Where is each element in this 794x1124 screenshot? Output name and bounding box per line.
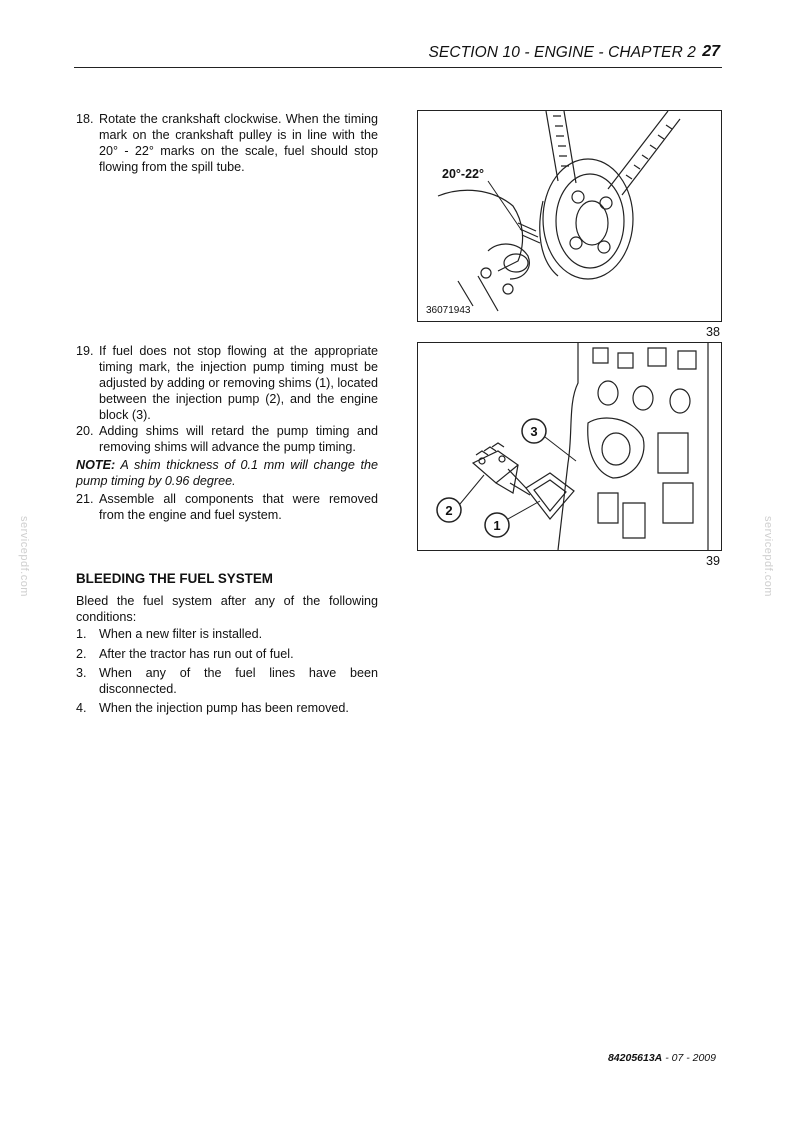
note-text: A shim thickness of 0.1 mm will change the pump timing by 0.96 degree.	[76, 458, 378, 488]
callout-shims: 1	[493, 518, 501, 533]
step-21	[76, 491, 378, 523]
timing-callout: 20°-22°	[442, 167, 484, 181]
step-20	[76, 423, 378, 455]
condition-text: After the tractor has run out of fuel.	[99, 647, 294, 661]
section-title: SECTION 10 - ENGINE - CHAPTER 2	[428, 44, 696, 61]
condition-2	[76, 646, 378, 662]
crankshaft-pulley-illustration	[418, 111, 721, 321]
section-heading: BLEEDING THE FUEL SYSTEM	[76, 571, 273, 586]
condition-text: When the injection pump has been removed.	[99, 701, 349, 715]
injection-pump-illustration	[418, 343, 721, 550]
note-label: NOTE:	[76, 458, 116, 472]
step-text: Adding shims will retard the pump timing and removing shims will advance the pump timing.	[99, 424, 378, 454]
step-19	[76, 343, 378, 423]
publication-date: - 07 - 2009	[665, 1052, 716, 1064]
header-divider	[74, 67, 722, 68]
callout-injection-pump: 2	[445, 503, 453, 518]
document-number: 84205613A	[607, 1052, 663, 1064]
step-text: If fuel does not stop flowing at the appropriate timing mark, the injection pump timing must be adjusted by adding or removing shims (1), located between the injection pump (2), and the engine block (3).	[99, 344, 378, 422]
step-number: 18.	[76, 112, 94, 126]
step-text: Rotate the crankshaft clockwise. When the timing mark on the crankshaft pulley is in line with the 20° - 22° marks on the scale, fuel should stop flowing from the spill tube.	[99, 112, 378, 174]
footer	[400, 1052, 716, 1064]
figure-39-injection-pump	[417, 342, 722, 551]
condition-text: When any of the fuel lines have been disconnected.	[99, 666, 378, 696]
step-18	[76, 111, 378, 175]
bleeding-intro: Bleed the fuel system after any of the following conditions:	[76, 594, 378, 624]
condition-number: 3.	[76, 666, 87, 680]
figure-number-39: 39	[705, 554, 720, 568]
figure-number-38: 38	[705, 325, 720, 339]
page-number: 27	[702, 43, 720, 60]
step-number: 20.	[76, 424, 94, 438]
step-number: 21.	[76, 492, 94, 506]
callout-engine-block: 3	[530, 424, 538, 439]
condition-4	[76, 700, 378, 716]
watermark-left: servicepdf.com	[18, 516, 30, 597]
note	[76, 457, 378, 489]
condition-3	[76, 665, 378, 697]
figure-38-crankshaft-pulley	[417, 110, 722, 322]
condition-number: 2.	[76, 647, 87, 661]
condition-text: When a new filter is installed.	[99, 627, 263, 641]
figure-image-id: 36071943	[426, 305, 471, 316]
condition-number: 1.	[76, 627, 87, 641]
watermark-right: servicepdf.com	[762, 516, 774, 597]
step-number: 19.	[76, 344, 94, 358]
step-text: Assemble all components that were removed from the engine and fuel system.	[99, 492, 378, 522]
condition-number: 4.	[76, 701, 87, 715]
condition-1	[76, 626, 378, 642]
